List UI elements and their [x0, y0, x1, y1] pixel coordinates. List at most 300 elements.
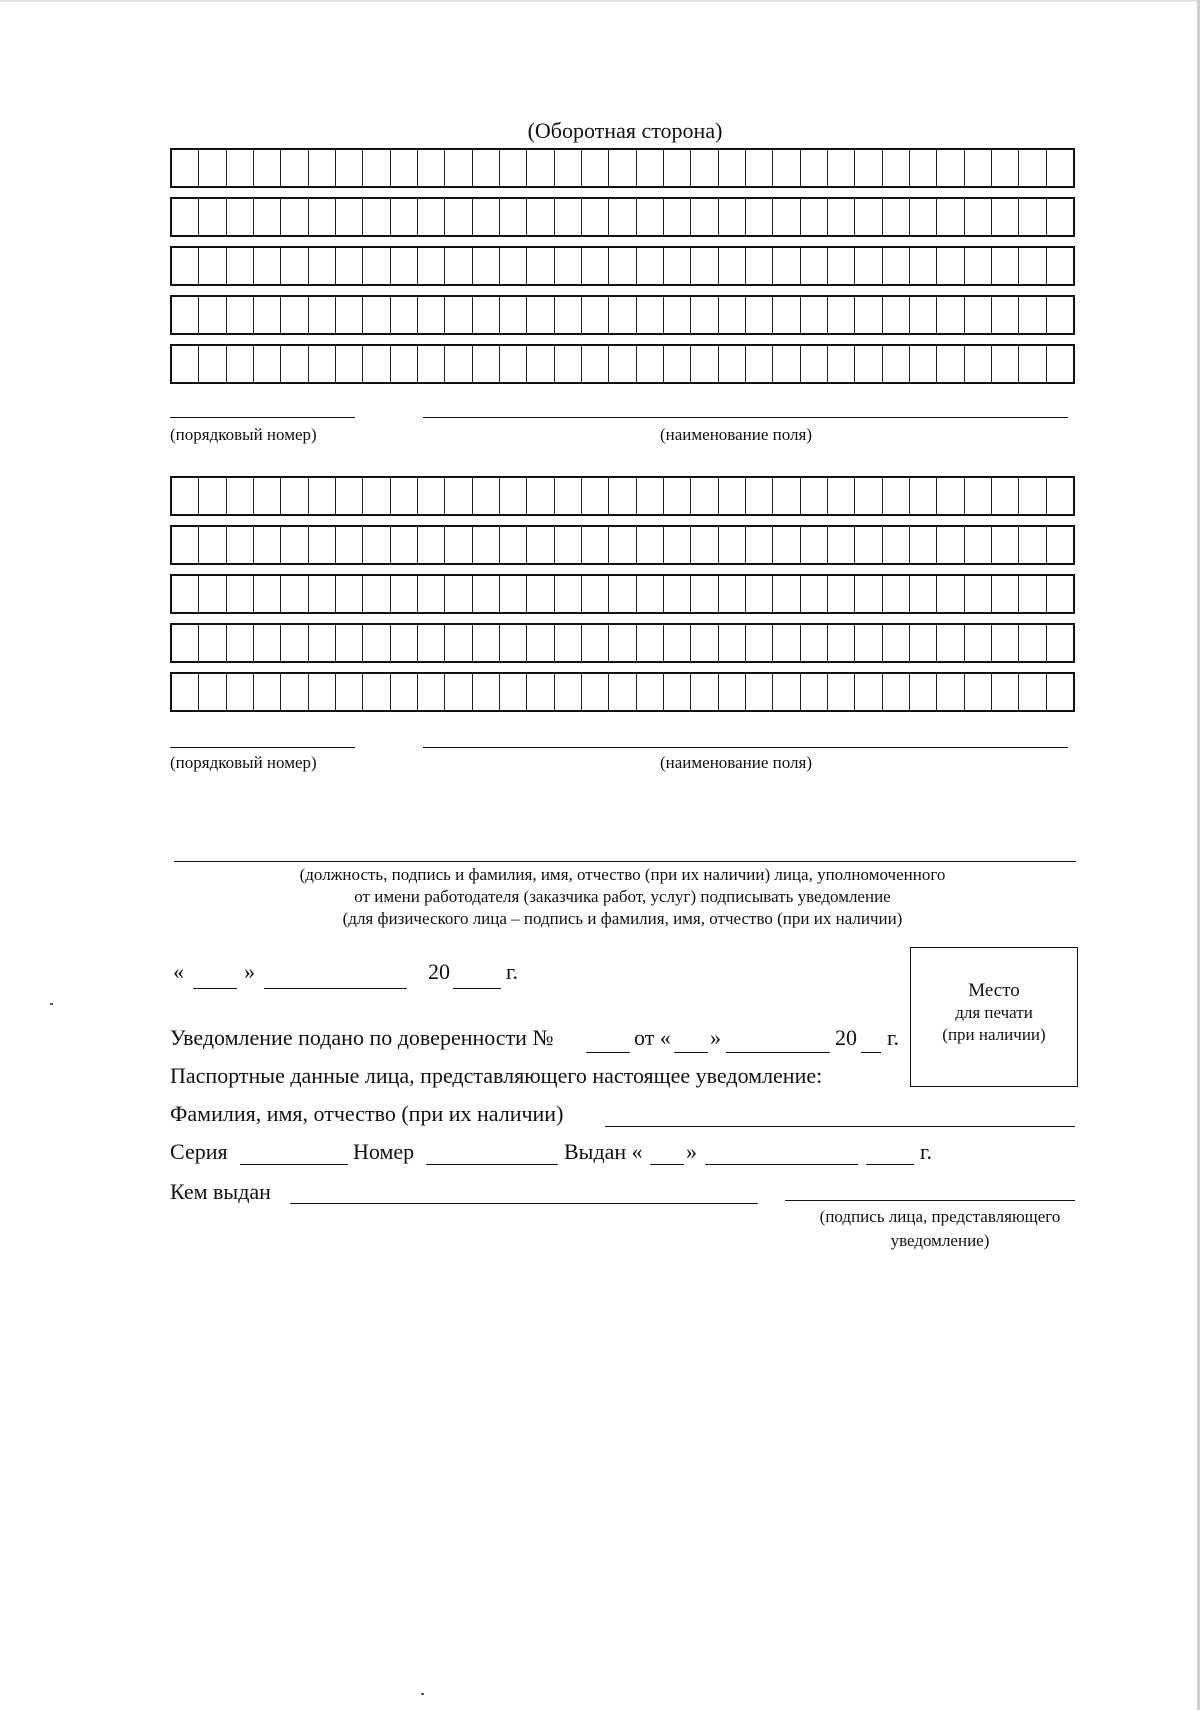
grid-cell[interactable] [772, 674, 799, 710]
grid-cell[interactable] [554, 625, 581, 661]
grid-cell[interactable] [663, 625, 690, 661]
grid-cell[interactable] [608, 297, 635, 333]
grid-cell[interactable] [718, 625, 745, 661]
grid-cell[interactable] [172, 625, 198, 661]
grid-cell[interactable] [882, 527, 909, 563]
grid-cell[interactable] [1046, 625, 1073, 661]
grid-cell[interactable] [636, 150, 663, 186]
grid-cell[interactable] [936, 297, 963, 333]
grid-cell[interactable] [608, 674, 635, 710]
grid-cell[interactable] [882, 297, 909, 333]
grid-cell[interactable] [1046, 346, 1073, 382]
grid-cell[interactable] [390, 674, 417, 710]
grid-cell[interactable] [909, 150, 936, 186]
grid-cell[interactable] [772, 297, 799, 333]
grid-cell[interactable] [1046, 150, 1073, 186]
grid-cell[interactable] [472, 199, 499, 235]
grid-cell[interactable] [226, 625, 253, 661]
grid-cell[interactable] [172, 346, 198, 382]
grid-cell[interactable] [226, 248, 253, 284]
grid-cell[interactable] [936, 346, 963, 382]
grid-cell[interactable] [280, 674, 307, 710]
grid-cell[interactable] [690, 625, 717, 661]
grid-cell[interactable] [772, 150, 799, 186]
grid-cell[interactable] [362, 674, 389, 710]
grid-cell[interactable] [718, 199, 745, 235]
grid-cell[interactable] [390, 346, 417, 382]
grid-cell[interactable] [554, 527, 581, 563]
grid-cell[interactable] [663, 150, 690, 186]
grid-cell[interactable] [581, 576, 608, 612]
grid-cell[interactable] [991, 625, 1018, 661]
grid-cell[interactable] [1046, 297, 1073, 333]
grid-cell[interactable] [608, 150, 635, 186]
grid-cell[interactable] [253, 248, 280, 284]
grid-cell[interactable] [417, 674, 444, 710]
grid-cell[interactable] [1018, 346, 1045, 382]
grid-cell[interactable] [800, 625, 827, 661]
grid-cell[interactable] [772, 199, 799, 235]
grid-cell[interactable] [991, 150, 1018, 186]
grid-cell[interactable] [362, 248, 389, 284]
grid-cell[interactable] [991, 248, 1018, 284]
grid-cell[interactable] [444, 297, 471, 333]
grid-cell[interactable] [663, 527, 690, 563]
grid-cell[interactable] [172, 297, 198, 333]
issued-month-blank[interactable] [705, 1164, 858, 1165]
grid-cell[interactable] [690, 346, 717, 382]
grid-cell[interactable] [581, 199, 608, 235]
grid-cell[interactable] [936, 248, 963, 284]
grid-cell[interactable] [690, 297, 717, 333]
grid-cell[interactable] [827, 576, 854, 612]
grid-cell[interactable] [499, 674, 526, 710]
grid-cell[interactable] [308, 527, 335, 563]
grid-cell[interactable] [800, 248, 827, 284]
grid-cell[interactable] [991, 674, 1018, 710]
proxy-year-blank[interactable] [861, 1052, 881, 1053]
grid-cell[interactable] [335, 199, 362, 235]
grid-cell[interactable] [499, 199, 526, 235]
grid-cell[interactable] [554, 150, 581, 186]
grid-cell[interactable] [198, 625, 225, 661]
grid-cell[interactable] [581, 478, 608, 514]
grid-cell[interactable] [444, 346, 471, 382]
grid-cell[interactable] [636, 478, 663, 514]
grid-cell[interactable] [854, 674, 881, 710]
grid-cell[interactable] [362, 527, 389, 563]
grid-cell[interactable] [964, 576, 991, 612]
grid-cell[interactable] [964, 346, 991, 382]
grid-cell[interactable] [554, 576, 581, 612]
grid-cell[interactable] [472, 674, 499, 710]
grid-cell[interactable] [444, 478, 471, 514]
grid-cell[interactable] [909, 674, 936, 710]
grid-cell[interactable] [499, 625, 526, 661]
grid-cell[interactable] [472, 248, 499, 284]
grid-cell[interactable] [280, 199, 307, 235]
grid-cell[interactable] [472, 150, 499, 186]
grid-cell[interactable] [526, 248, 553, 284]
grid-cell[interactable] [745, 346, 772, 382]
grid-cell[interactable] [854, 248, 881, 284]
grid-cell[interactable] [280, 527, 307, 563]
grid-cell[interactable] [1018, 625, 1045, 661]
grid-cell[interactable] [172, 248, 198, 284]
grid-cell[interactable] [444, 199, 471, 235]
grid-cell[interactable] [663, 297, 690, 333]
grid-cell[interactable] [308, 625, 335, 661]
grid-cell[interactable] [526, 478, 553, 514]
date-day-blank[interactable] [193, 988, 237, 989]
grid-cell[interactable] [198, 199, 225, 235]
grid-cell[interactable] [581, 625, 608, 661]
grid-cell[interactable] [444, 150, 471, 186]
grid-cell[interactable] [745, 478, 772, 514]
grid-cell[interactable] [198, 346, 225, 382]
grid-cell[interactable] [827, 248, 854, 284]
grid-cell[interactable] [854, 527, 881, 563]
grid-cell[interactable] [280, 150, 307, 186]
grid-cell[interactable] [663, 248, 690, 284]
grid-cell[interactable] [608, 527, 635, 563]
grid-cell[interactable] [226, 527, 253, 563]
grid-cell[interactable] [1018, 674, 1045, 710]
grid-cell[interactable] [554, 478, 581, 514]
grid-cell[interactable] [1046, 674, 1073, 710]
grid-cell[interactable] [308, 199, 335, 235]
grid-cell[interactable] [526, 576, 553, 612]
grid-cell[interactable] [280, 625, 307, 661]
grid-cell[interactable] [1018, 248, 1045, 284]
grid-cell[interactable] [472, 478, 499, 514]
grid-cell[interactable] [390, 150, 417, 186]
grid-cell[interactable] [472, 297, 499, 333]
grid-cell[interactable] [1018, 150, 1045, 186]
grid-cell[interactable] [964, 248, 991, 284]
grid-cell[interactable] [909, 346, 936, 382]
grid-cell[interactable] [690, 576, 717, 612]
grid-cell[interactable] [745, 674, 772, 710]
grid-cell[interactable] [745, 576, 772, 612]
grid-cell[interactable] [827, 346, 854, 382]
grid-cell[interactable] [417, 576, 444, 612]
grid-cell[interactable] [226, 478, 253, 514]
grid-cell[interactable] [882, 478, 909, 514]
grid-cell[interactable] [172, 150, 198, 186]
grid-cell[interactable] [362, 625, 389, 661]
grid-cell[interactable] [1018, 527, 1045, 563]
grid-cell[interactable] [172, 478, 198, 514]
grid-cell[interactable] [745, 297, 772, 333]
grid-cell[interactable] [226, 297, 253, 333]
grid-cell[interactable] [608, 576, 635, 612]
grid-cell[interactable] [198, 576, 225, 612]
grid-cell[interactable] [854, 346, 881, 382]
grid-cell[interactable] [253, 297, 280, 333]
grid-cell[interactable] [636, 346, 663, 382]
grid-cell[interactable] [390, 199, 417, 235]
grid-cell[interactable] [909, 527, 936, 563]
grid-cell[interactable] [526, 199, 553, 235]
grid-cell[interactable] [444, 625, 471, 661]
date-year-blank[interactable] [453, 988, 501, 989]
grid-cell[interactable] [172, 576, 198, 612]
grid-cell[interactable] [226, 199, 253, 235]
grid-cell[interactable] [444, 674, 471, 710]
grid-cell[interactable] [854, 297, 881, 333]
grid-cell[interactable] [335, 150, 362, 186]
grid-cell[interactable] [554, 346, 581, 382]
grid-cell[interactable] [417, 297, 444, 333]
grid-cell[interactable] [362, 346, 389, 382]
grid-cell[interactable] [253, 346, 280, 382]
grid-cell[interactable] [554, 674, 581, 710]
grid-cell[interactable] [608, 625, 635, 661]
grid-cell[interactable] [772, 576, 799, 612]
issued-day-blank[interactable] [650, 1164, 684, 1165]
date-month-blank[interactable] [264, 988, 407, 989]
grid-cell[interactable] [936, 674, 963, 710]
grid-cell[interactable] [882, 576, 909, 612]
grid-cell[interactable] [1018, 199, 1045, 235]
grid-cell[interactable] [800, 150, 827, 186]
grid-cell[interactable] [198, 297, 225, 333]
grid-cell[interactable] [882, 625, 909, 661]
grid-cell[interactable] [335, 478, 362, 514]
grid-cell[interactable] [663, 576, 690, 612]
grid-cell[interactable] [362, 576, 389, 612]
grid-cell[interactable] [663, 674, 690, 710]
grid-cell[interactable] [909, 576, 936, 612]
grid-cell[interactable] [636, 297, 663, 333]
grid-cell[interactable] [964, 150, 991, 186]
grid-cell[interactable] [1018, 576, 1045, 612]
grid-cell[interactable] [991, 199, 1018, 235]
grid-cell[interactable] [827, 478, 854, 514]
proxy-number-blank[interactable] [586, 1052, 630, 1053]
grid-cell[interactable] [1046, 478, 1073, 514]
grid-cell[interactable] [308, 674, 335, 710]
issued-by-blank[interactable] [290, 1203, 758, 1204]
grid-cell[interactable] [335, 346, 362, 382]
grid-cell[interactable] [253, 527, 280, 563]
grid-cell[interactable] [827, 150, 854, 186]
grid-cell[interactable] [991, 478, 1018, 514]
grid-cell[interactable] [936, 199, 963, 235]
grid-cell[interactable] [362, 199, 389, 235]
grid-cell[interactable] [936, 625, 963, 661]
grid-cell[interactable] [882, 674, 909, 710]
grid-cell[interactable] [253, 150, 280, 186]
grid-cell[interactable] [253, 199, 280, 235]
grid-cell[interactable] [800, 199, 827, 235]
grid-cell[interactable] [362, 297, 389, 333]
grid-cell[interactable] [827, 674, 854, 710]
grid-cell[interactable] [964, 527, 991, 563]
grid-cell[interactable] [827, 625, 854, 661]
grid-cell[interactable] [827, 527, 854, 563]
grid-cell[interactable] [772, 527, 799, 563]
grid-cell[interactable] [253, 576, 280, 612]
grid-cell[interactable] [581, 297, 608, 333]
grid-cell[interactable] [936, 527, 963, 563]
grid-cell[interactable] [854, 478, 881, 514]
grid-cell[interactable] [226, 150, 253, 186]
grid-cell[interactable] [444, 248, 471, 284]
grid-cell[interactable] [417, 346, 444, 382]
grid-cell[interactable] [335, 576, 362, 612]
grid-cell[interactable] [499, 576, 526, 612]
grid-cell[interactable] [308, 150, 335, 186]
grid-cell[interactable] [472, 576, 499, 612]
grid-cell[interactable] [280, 297, 307, 333]
grid-cell[interactable] [772, 346, 799, 382]
grid-cell[interactable] [581, 150, 608, 186]
grid-cell[interactable] [991, 527, 1018, 563]
grid-cell[interactable] [690, 527, 717, 563]
grid-cell[interactable] [280, 576, 307, 612]
grid-cell[interactable] [718, 248, 745, 284]
grid-cell[interactable] [854, 150, 881, 186]
grid-cell[interactable] [526, 150, 553, 186]
grid-cell[interactable] [718, 346, 745, 382]
grid-cell[interactable] [745, 150, 772, 186]
grid-cell[interactable] [280, 346, 307, 382]
grid-cell[interactable] [882, 248, 909, 284]
grid-cell[interactable] [362, 478, 389, 514]
grid-cell[interactable] [1018, 478, 1045, 514]
grid-cell[interactable] [581, 248, 608, 284]
grid-cell[interactable] [636, 625, 663, 661]
grid-cell[interactable] [526, 346, 553, 382]
grid-cell[interactable] [745, 199, 772, 235]
grid-cell[interactable] [253, 478, 280, 514]
grid-cell[interactable] [663, 199, 690, 235]
grid-cell[interactable] [909, 248, 936, 284]
grid-cell[interactable] [745, 625, 772, 661]
grid-cell[interactable] [772, 248, 799, 284]
grid-cell[interactable] [390, 478, 417, 514]
grid-cell[interactable] [581, 527, 608, 563]
grid-cell[interactable] [335, 527, 362, 563]
grid-cell[interactable] [335, 674, 362, 710]
grid-cell[interactable] [772, 478, 799, 514]
grid-cell[interactable] [690, 199, 717, 235]
grid-cell[interactable] [800, 346, 827, 382]
grid-cell[interactable] [718, 150, 745, 186]
grid-cell[interactable] [526, 527, 553, 563]
grid-cell[interactable] [991, 576, 1018, 612]
grid-cell[interactable] [526, 297, 553, 333]
grid-cell[interactable] [690, 248, 717, 284]
grid-cell[interactable] [499, 527, 526, 563]
grid-cell[interactable] [198, 478, 225, 514]
grid-cell[interactable] [854, 576, 881, 612]
grid-cell[interactable] [172, 199, 198, 235]
grid-cell[interactable] [800, 674, 827, 710]
fio-blank[interactable] [605, 1126, 1075, 1127]
grid-cell[interactable] [936, 150, 963, 186]
grid-cell[interactable] [554, 199, 581, 235]
grid-cell[interactable] [581, 346, 608, 382]
grid-cell[interactable] [499, 248, 526, 284]
grid-cell[interactable] [827, 297, 854, 333]
grid-cell[interactable] [827, 199, 854, 235]
grid-cell[interactable] [690, 478, 717, 514]
grid-cell[interactable] [417, 199, 444, 235]
grid-cell[interactable] [909, 199, 936, 235]
grid-cell[interactable] [526, 674, 553, 710]
grid-cell[interactable] [198, 248, 225, 284]
grid-cell[interactable] [636, 576, 663, 612]
grid-cell[interactable] [772, 625, 799, 661]
grid-cell[interactable] [800, 297, 827, 333]
grid-cell[interactable] [882, 346, 909, 382]
grid-cell[interactable] [499, 150, 526, 186]
grid-cell[interactable] [718, 674, 745, 710]
grid-cell[interactable] [1046, 248, 1073, 284]
grid-cell[interactable] [226, 346, 253, 382]
grid-cell[interactable] [472, 346, 499, 382]
proxy-day-blank[interactable] [674, 1052, 708, 1053]
grid-cell[interactable] [308, 478, 335, 514]
grid-cell[interactable] [417, 478, 444, 514]
grid-cell[interactable] [554, 248, 581, 284]
grid-cell[interactable] [226, 674, 253, 710]
grid-cell[interactable] [718, 478, 745, 514]
grid-cell[interactable] [1018, 297, 1045, 333]
grid-cell[interactable] [390, 625, 417, 661]
grid-cell[interactable] [909, 478, 936, 514]
grid-cell[interactable] [1046, 199, 1073, 235]
grid-cell[interactable] [663, 346, 690, 382]
grid-cell[interactable] [991, 297, 1018, 333]
grid-cell[interactable] [636, 674, 663, 710]
grid-cell[interactable] [172, 527, 198, 563]
grid-cell[interactable] [991, 346, 1018, 382]
grid-cell[interactable] [718, 576, 745, 612]
grid-cell[interactable] [308, 297, 335, 333]
grid-cell[interactable] [390, 576, 417, 612]
grid-cell[interactable] [417, 625, 444, 661]
grid-cell[interactable] [308, 576, 335, 612]
grid-cell[interactable] [636, 248, 663, 284]
grid-cell[interactable] [417, 150, 444, 186]
grid-cell[interactable] [499, 297, 526, 333]
grid-cell[interactable] [390, 297, 417, 333]
grid-cell[interactable] [253, 625, 280, 661]
grid-cell[interactable] [417, 248, 444, 284]
grid-cell[interactable] [964, 625, 991, 661]
grid-cell[interactable] [636, 527, 663, 563]
grid-cell[interactable] [581, 674, 608, 710]
grid-cell[interactable] [964, 297, 991, 333]
issued-year-blank[interactable] [866, 1164, 914, 1165]
grid-cell[interactable] [390, 527, 417, 563]
grid-cell[interactable] [1046, 576, 1073, 612]
grid-cell[interactable] [608, 199, 635, 235]
grid-cell[interactable] [608, 346, 635, 382]
grid-cell[interactable] [280, 248, 307, 284]
grid-cell[interactable] [936, 478, 963, 514]
grid-cell[interactable] [526, 625, 553, 661]
grid-cell[interactable] [663, 478, 690, 514]
grid-cell[interactable] [335, 248, 362, 284]
grid-cell[interactable] [308, 248, 335, 284]
grid-cell[interactable] [362, 150, 389, 186]
grid-cell[interactable] [472, 527, 499, 563]
